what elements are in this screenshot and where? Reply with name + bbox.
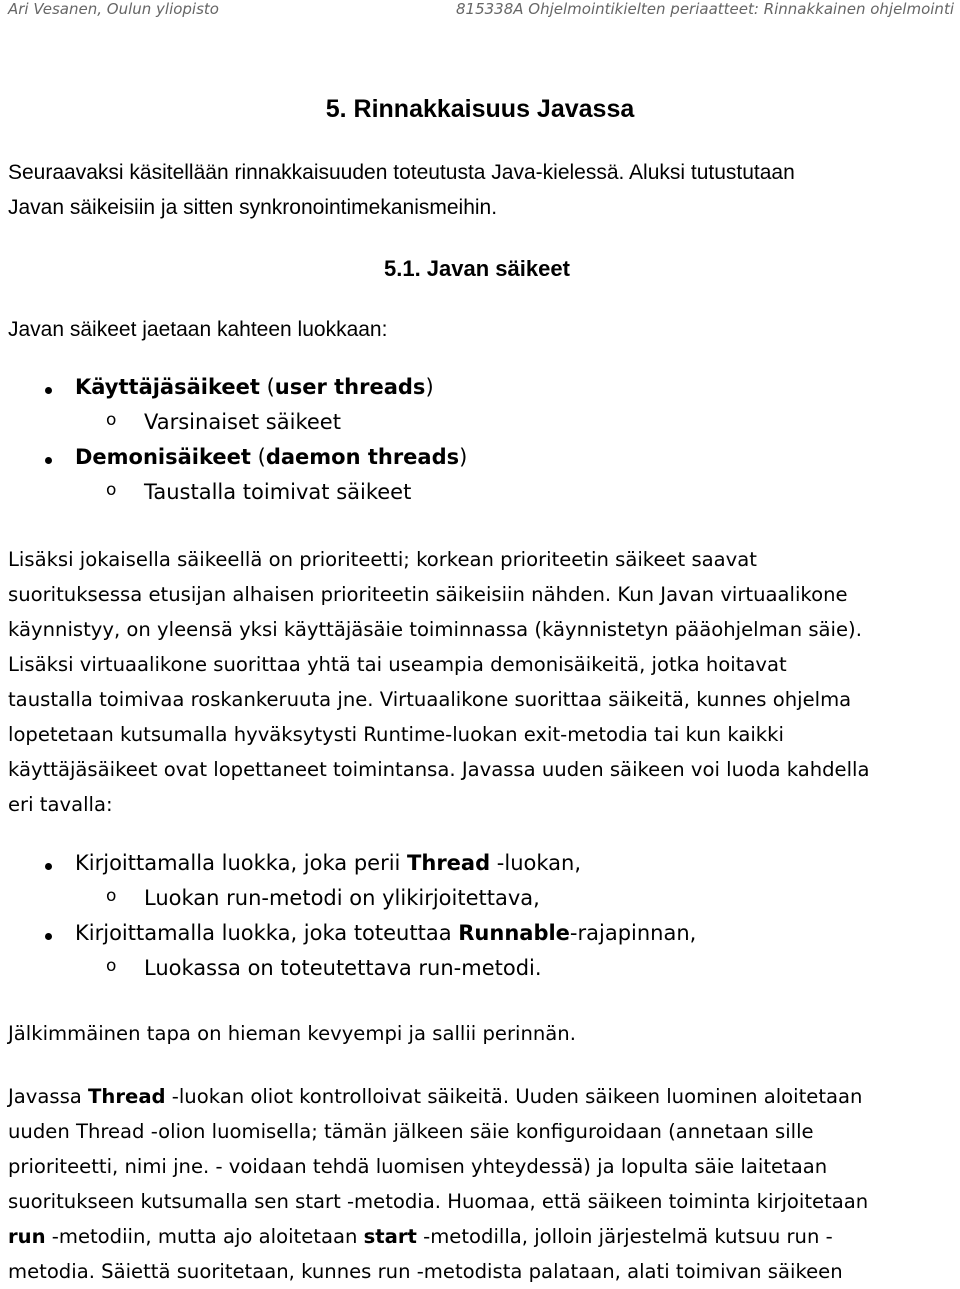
section-lead: Javan säikeet jaetaan kahteen luokkaan: xyxy=(8,318,388,341)
text: Javassa xyxy=(8,1085,89,1108)
item-text: Kirjoittamalla luokka, joka perii xyxy=(75,851,408,875)
bullet-icon xyxy=(45,933,52,940)
text: -luokan oliot kontrolloivat säikeitä. Uuden säikeen luominen aloitetaan xyxy=(165,1085,863,1108)
sub-list-item xyxy=(106,480,412,504)
paren-open: ( xyxy=(250,445,266,469)
page-title: 5. Rinnakkaisuus Javassa xyxy=(325,95,635,123)
term-en: user threads xyxy=(274,375,426,399)
body-line: eri tavalla: xyxy=(8,793,113,816)
intro-line: Javan säikeisiin ja sitten synkronointimekanismeihin. xyxy=(8,196,498,219)
method-name: run xyxy=(8,1225,46,1248)
text: -metodiin, mutta ajo aloitetaan xyxy=(45,1225,364,1248)
term-en: daemon threads xyxy=(265,445,460,469)
term: Käyttäjäsäikeet xyxy=(75,375,260,399)
item-text: -rajapinnan, xyxy=(569,921,697,945)
body-line: käynnistyy, on yleensä yksi käyttäjäsäie toiminnassa (käynnistetyn pääohjelman säie). xyxy=(8,618,862,641)
body-line: käyttäjäsäikeet ovat lopettaneet toimintansa. Javassa uuden säikeen voi luoda kahdella xyxy=(8,758,870,781)
circle-bullet-icon: o xyxy=(106,956,117,976)
circle-bullet-icon: o xyxy=(106,886,117,906)
sub-list-item xyxy=(106,956,542,980)
paren-close: ) xyxy=(425,375,434,399)
body-paragraph: Jälkimmäinen tapa on hieman kevyempi ja sallii perinnän. xyxy=(8,1022,576,1045)
class-name: Thread xyxy=(407,851,491,875)
paren-close: ) xyxy=(459,445,468,469)
body-line: suoritukseen kutsumalla sen start -metodia. Huomaa, että säikeen toiminta kirjoitetaan xyxy=(8,1190,869,1213)
body-line xyxy=(8,1219,958,1254)
bullet-icon xyxy=(45,457,52,464)
circle-bullet-icon: o xyxy=(106,410,117,430)
sub-item-text: Taustalla toimivat säikeet xyxy=(144,480,412,504)
sub-list-item xyxy=(106,886,540,910)
body-line: prioriteetti, nimi jne. - voidaan tehdä luomisen yhteydessä) ja lopulta säie laitetaan xyxy=(8,1155,828,1178)
paren-open: ( xyxy=(259,375,275,399)
term: Demonisäikeet xyxy=(75,445,251,469)
intro-paragraph xyxy=(8,155,958,225)
interface-name: Runnable xyxy=(458,921,570,945)
sub-item-text: Varsinaiset säikeet xyxy=(144,410,341,434)
sub-item-text: Luokan run-metodi on ylikirjoitettava, xyxy=(144,886,540,910)
header-course: 815338A Ohjelmointikielten periaatteet: Rinnakkainen ohjelmointi xyxy=(455,0,954,18)
sub-item-text: Luokassa on toteutettava run-metodi. xyxy=(144,956,542,980)
body-line: lopetetaan kutsumalla hyväksytysti Runtime-luokan exit-metodia tai kun kaikki xyxy=(8,723,784,746)
body-line: Lisäksi jokaisella säikeellä on prioriteetti; korkean prioriteetin säikeet saavat xyxy=(8,548,757,571)
body-line: metodia. Säiettä suoritetaan, kunnes run -metodista palataan, alati toimivan säikeen xyxy=(8,1260,843,1283)
section-heading: 5.1. Javan säikeet xyxy=(384,256,570,281)
intro-line: Seuraavaksi käsitellään rinnakkaisuuden toteutusta Java-kielessä. Aluksi tutustutaan xyxy=(8,161,795,184)
body-paragraph xyxy=(8,1079,958,1289)
list-item xyxy=(75,851,581,875)
body-line: Lisäksi virtuaalikone suorittaa yhtä tai useampia demonisäikeitä, jotka hoitavat xyxy=(8,653,787,676)
text: -metodilla, jolloin järjestelmä kutsuu run - xyxy=(416,1225,833,1248)
body-line: taustalla toimivaa roskankeruuta jne. Virtuaalikone suorittaa säikeitä, kunnes ohjelma xyxy=(8,688,852,711)
header-author: Ari Vesanen, Oulun yliopisto xyxy=(8,0,219,18)
body-line: suorituksessa etusijan alhaisen prioriteetin säikeisiin nähden. Kun Javan virtuaalikone xyxy=(8,583,848,606)
list-item xyxy=(75,375,434,399)
circle-bullet-icon: o xyxy=(106,480,117,500)
body-line xyxy=(8,1079,958,1114)
class-name: Thread xyxy=(88,1085,166,1108)
list-item xyxy=(75,921,696,945)
method-name: start xyxy=(363,1225,417,1248)
list-item xyxy=(75,445,467,469)
item-text: -luokan, xyxy=(490,851,582,875)
bullet-icon xyxy=(45,863,52,870)
body-line: uuden Thread -olion luomisella; tämän jälkeen säie konfiguroidaan (annetaan sille xyxy=(8,1120,814,1143)
item-text: Kirjoittamalla luokka, joka toteuttaa xyxy=(75,921,459,945)
bullet-icon xyxy=(45,387,52,394)
body-paragraph xyxy=(8,542,958,822)
sub-list-item xyxy=(106,410,341,434)
